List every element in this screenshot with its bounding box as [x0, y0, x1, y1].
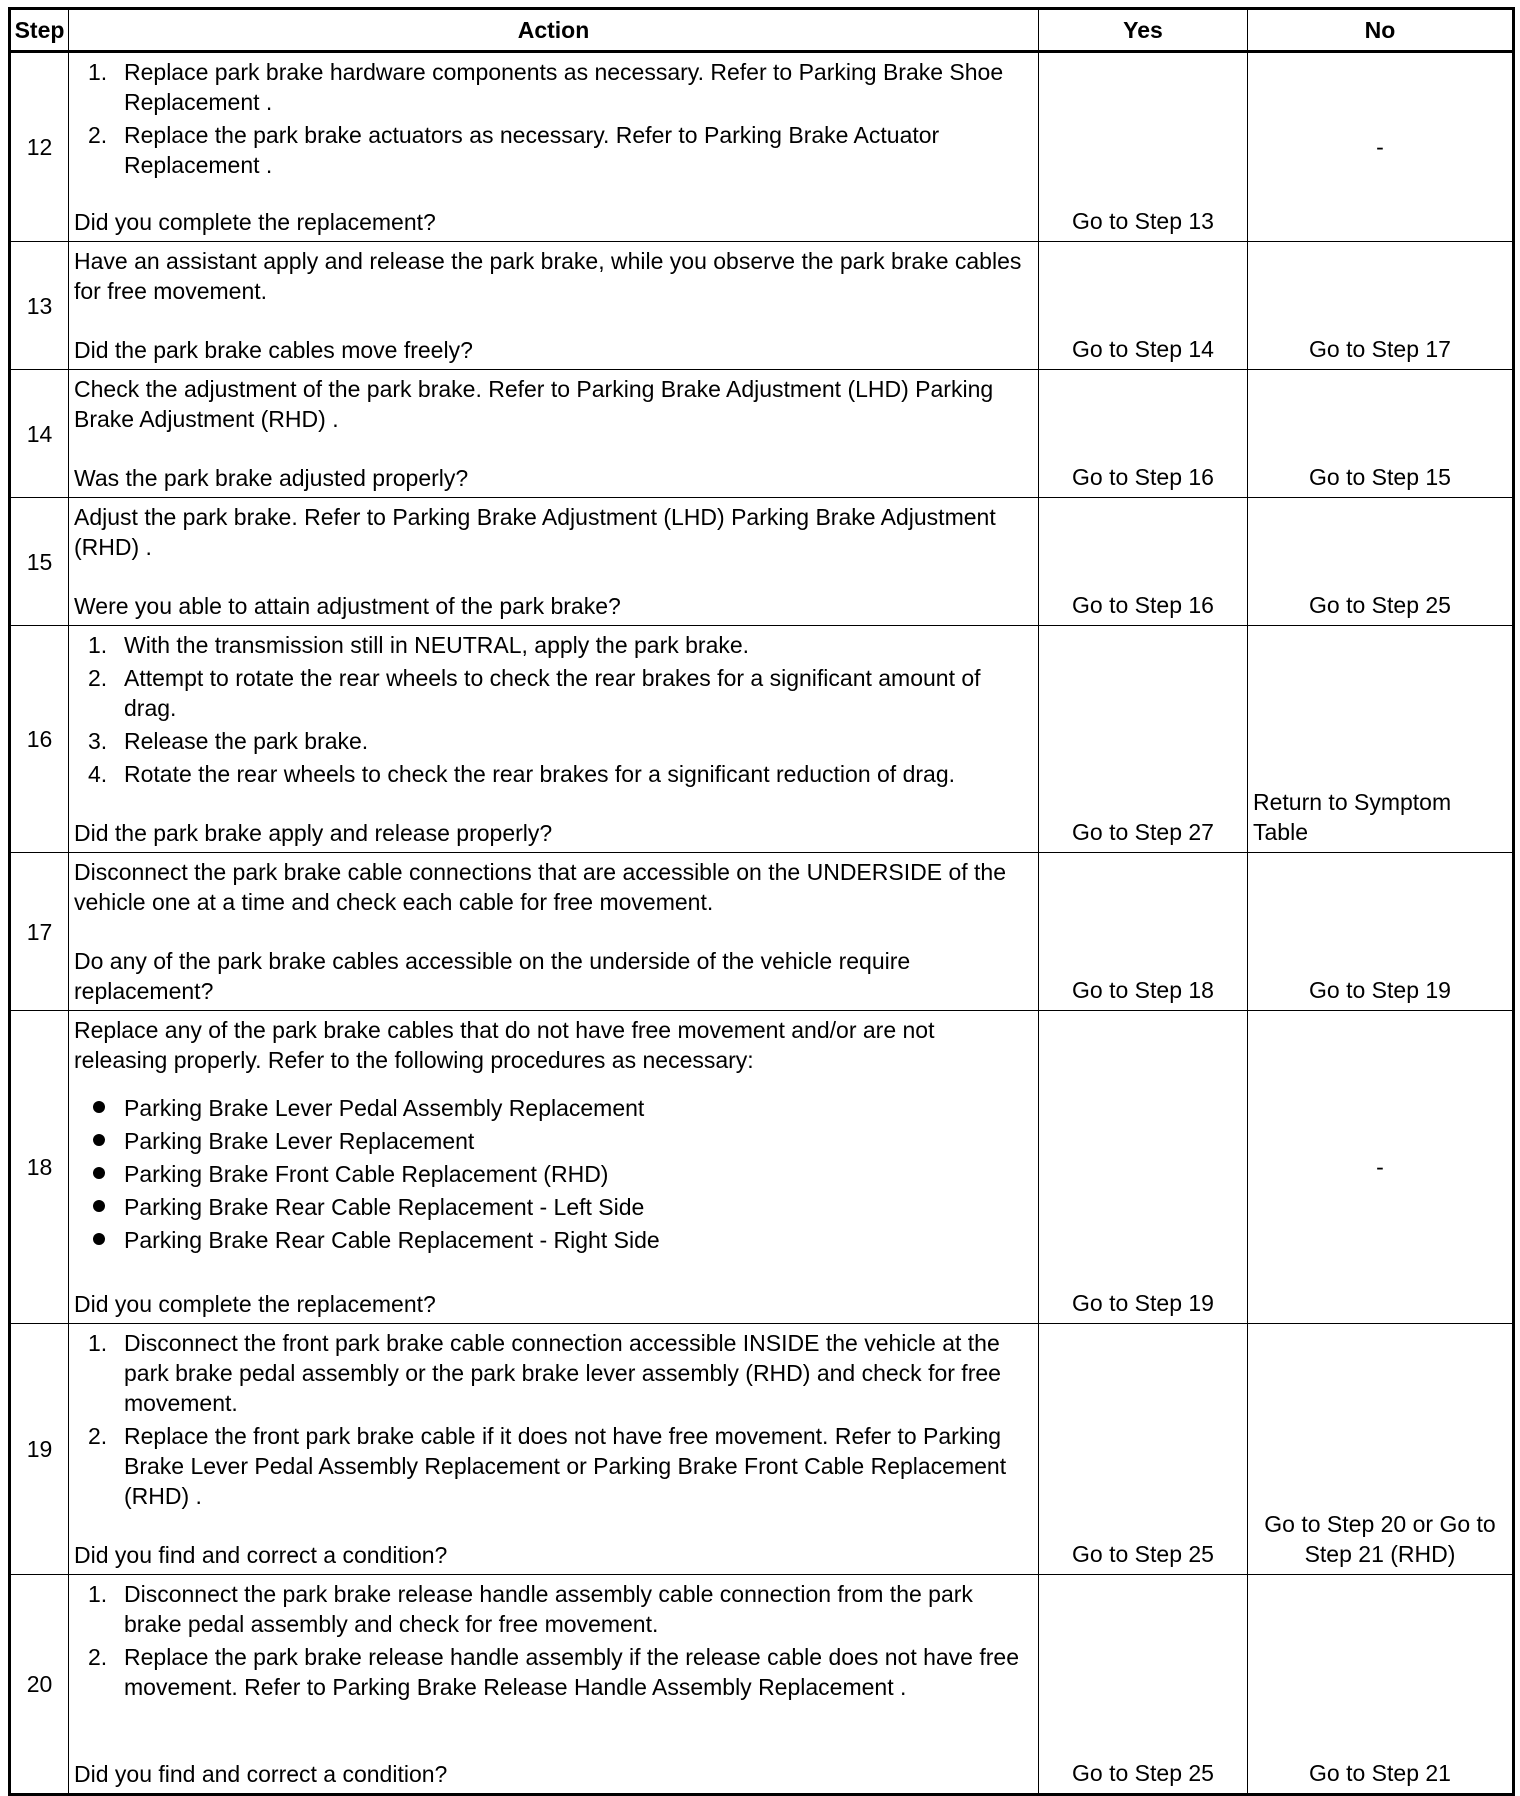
table-row: [10, 626, 1514, 853]
step-number: 16: [10, 626, 69, 853]
action-question: Did you find and correct a condition?: [74, 1761, 448, 1787]
action-question: Did the park brake cables move freely?: [74, 337, 473, 363]
yes-cell: Go to Step 27: [1039, 626, 1248, 853]
action-header: Action: [69, 9, 1039, 52]
action-steps: [74, 1328, 1030, 1514]
action-cell: [69, 1324, 1039, 1575]
yes-cell: Go to Step 18: [1039, 853, 1248, 1011]
no-cell: -: [1248, 1011, 1514, 1324]
no-cell: -: [1248, 52, 1514, 242]
diagnostic-document: [8, 7, 1512, 1788]
list-item: 2. Attempt to rotate the rear wheels to check the rear brakes for a significant amount of drag.: [88, 665, 981, 721]
list-item: 1. Replace park brake hardware components as necessary. Refer to Parking Brake Shoe Replacement .: [88, 59, 1004, 115]
diagnostic-table: [8, 7, 1515, 1796]
no-cell: Go to Step 25: [1248, 498, 1514, 626]
action-cell: [69, 1011, 1039, 1324]
list-item: 3. Release the park brake.: [88, 728, 369, 754]
yes-cell: Go to Step 19: [1039, 1011, 1248, 1324]
no-header: No: [1248, 9, 1514, 52]
list-item: 2. Replace the park brake release handle assembly if the release cable does not have free movement. Refer to Parking Brake Release Handle Assembly Replacement .: [88, 1644, 1019, 1700]
yes-cell: Go to Step 25: [1039, 1324, 1248, 1575]
yes-cell: Go to Step 14: [1039, 242, 1248, 370]
table-row: [10, 1011, 1514, 1324]
list-item: Parking Brake Rear Cable Replacement - Left Side: [74, 1192, 1030, 1222]
action-cell: [69, 52, 1039, 242]
step-header: Step: [10, 9, 69, 52]
table-row: [10, 52, 1514, 242]
list-item: Parking Brake Lever Pedal Assembly Replacement: [74, 1093, 1030, 1123]
action-cell: [69, 1575, 1039, 1795]
step-number: 19: [10, 1324, 69, 1575]
list-item: 1. Disconnect the park brake release handle assembly cable connection from the park brake pedal assembly and check for free movement.: [88, 1581, 973, 1637]
table-row: [10, 1575, 1514, 1795]
table-row: [10, 853, 1514, 1011]
action-cell: [69, 626, 1039, 853]
step-number: 17: [10, 853, 69, 1011]
action-text: Adjust the park brake. Refer to Parking Brake Adjustment (LHD) Parking Brake Adjustment (RHD) .: [74, 504, 996, 560]
action-question: Do any of the park brake cables accessible on the underside of the vehicle require replacement?: [74, 948, 911, 1004]
no-cell: Go to Step 21: [1248, 1575, 1514, 1795]
list-item: Parking Brake Front Cable Replacement (RHD): [74, 1159, 1030, 1189]
action-cell: [69, 242, 1039, 370]
no-cell: Go to Step 19: [1248, 853, 1514, 1011]
table-row: [10, 242, 1514, 370]
action-question: Was the park brake adjusted properly?: [74, 465, 469, 491]
action-cell: [69, 853, 1039, 1011]
yes-header: Yes: [1039, 9, 1248, 52]
list-item: Parking Brake Lever Replacement: [74, 1126, 1030, 1156]
action-text: Check the adjustment of the park brake. Refer to Parking Brake Adjustment (LHD) Parking Brake Adjustment (RHD) .: [74, 376, 994, 432]
action-question: Were you able to attain adjustment of the park brake?: [74, 593, 621, 619]
action-cell: [69, 498, 1039, 626]
yes-cell: Go to Step 16: [1039, 370, 1248, 498]
step-number: 13: [10, 242, 69, 370]
list-item: Parking Brake Rear Cable Replacement - Right Side: [74, 1225, 1030, 1255]
step-number: 12: [10, 52, 69, 242]
action-steps: [74, 57, 1030, 183]
table-row: [10, 498, 1514, 626]
no-cell: Go to Step 17: [1248, 242, 1514, 370]
table-row: [10, 370, 1514, 498]
list-item: 1. With the transmission still in NEUTRAL, apply the park brake.: [88, 632, 750, 658]
action-question: Did the park brake apply and release properly?: [74, 820, 553, 846]
yes-cell: Go to Step 25: [1039, 1575, 1248, 1795]
no-cell: Go to Step 20 or Go to Step 21 (RHD): [1248, 1324, 1514, 1575]
step-number: 18: [10, 1011, 69, 1324]
action-question: Did you complete the replacement?: [74, 209, 436, 235]
step-number: 14: [10, 370, 69, 498]
action-text: Replace any of the park brake cables that do not have free movement and/or are not releasing properly. Refer to the following procedures as necessary:: [74, 1017, 935, 1073]
list-item: 4. Rotate the rear wheels to check the rear brakes for a significant reduction of drag.: [88, 761, 955, 787]
header-row: [10, 9, 1514, 52]
procedure-list: [74, 1093, 1030, 1258]
list-item: 2. Replace the front park brake cable if it does not have free movement. Refer to Parking Brake Lever Pedal Assembly Replacement or Parking Brake Front Cable Replacement (RHD) .: [88, 1423, 1007, 1509]
table-row: [10, 1324, 1514, 1575]
action-steps: [74, 1579, 1030, 1705]
no-cell: Return to Symptom Table: [1248, 626, 1514, 853]
no-cell: Go to Step 15: [1248, 370, 1514, 498]
yes-cell: Go to Step 13: [1039, 52, 1248, 242]
action-cell: [69, 370, 1039, 498]
action-steps: [74, 630, 1030, 792]
step-number: 20: [10, 1575, 69, 1795]
action-text: Have an assistant apply and release the park brake, while you observe the park brake cables for free movement.: [74, 248, 1022, 304]
action-question: Did you find and correct a condition?: [74, 1542, 448, 1568]
step-number: 15: [10, 498, 69, 626]
action-question: Did you complete the replacement?: [74, 1291, 436, 1317]
list-item: 1. Disconnect the front park brake cable connection accessible INSIDE the vehicle at the park brake pedal assembly or the park brake lever assembly (RHD) and check for free movement.: [88, 1330, 1001, 1416]
action-text: Disconnect the park brake cable connections that are accessible on the UNDERSIDE of the vehicle one at a time and check each cable for free movement.: [74, 859, 1006, 915]
list-item: 2. Replace the park brake actuators as necessary. Refer to Parking Brake Actuator Replacement .: [88, 122, 940, 178]
yes-cell: Go to Step 16: [1039, 498, 1248, 626]
